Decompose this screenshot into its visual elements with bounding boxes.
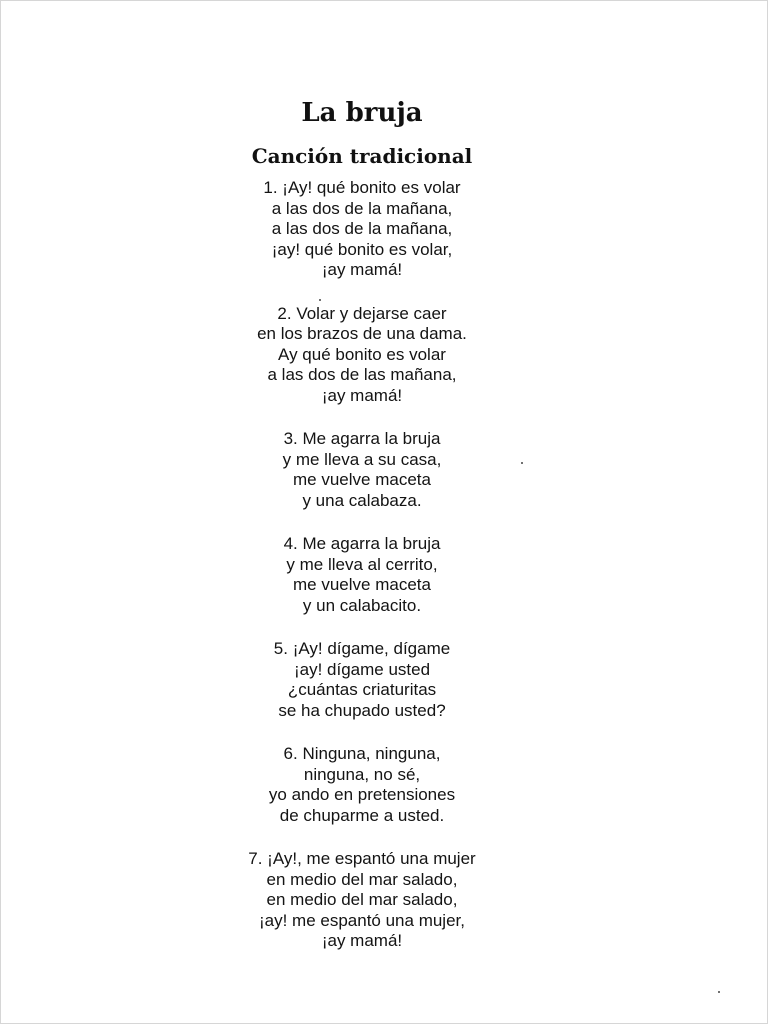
paper-speck: [521, 462, 523, 464]
verse-line: 4. Me agarra la bruja: [283, 534, 441, 553]
verse-line: a las dos de la mañana,: [271, 219, 453, 238]
verse-line: 2. Volar y dejarse caer: [277, 303, 447, 323]
verse-line: 3. Me agarra la bruja: [283, 429, 441, 448]
verse-line: en medio del mar salado,: [266, 869, 458, 889]
verse-3: [0, 429, 746, 511]
verse-1: [0, 178, 746, 281]
verse-line: 6. Ninguna, ninguna,: [283, 744, 441, 763]
verse-line: 5. ¡Ay! dígame, dígame: [273, 639, 451, 658]
verse-line: 1. ¡Ay! qué bonito es volar: [263, 178, 461, 197]
verse-line: y una calabaza.: [302, 490, 422, 510]
verse-line: Ay qué bonito es volar: [278, 344, 446, 364]
verse-line: ¡ay! dígame usted: [293, 659, 431, 679]
verse-line: y un calabacito.: [302, 595, 422, 615]
paper-speck: [319, 299, 321, 301]
verse-line: de chuparme a usted.: [279, 805, 445, 825]
verse-line: me vuelve maceta: [293, 470, 431, 489]
song-verses: [0, 178, 746, 975]
verse-line: se ha chupado usted?: [278, 700, 446, 720]
verse-line: yo ando en pretensiones: [268, 785, 456, 804]
paper-speck: [718, 991, 720, 993]
verse-2: [0, 304, 746, 407]
song-subtitle: Canción tradicional: [251, 144, 473, 168]
verse-line: ¡ay! me espantó una mujer,: [258, 910, 465, 930]
verse-line: me vuelve maceta: [293, 575, 431, 594]
verse-7: [0, 849, 746, 952]
verse-line: ¡ay mamá!: [321, 260, 403, 279]
verse-line: ¿cuántas criaturitas: [287, 680, 437, 699]
verse-line: ¡ay mamá!: [321, 385, 403, 405]
verse-line: ¡ay mamá!: [321, 931, 403, 950]
verse-line: ninguna, no sé,: [303, 764, 421, 784]
verse-line: en medio del mar salado,: [266, 890, 458, 909]
verse-line: a las dos de la mañana,: [271, 198, 453, 218]
verse-line: 7. ¡Ay!, me espantó una mujer: [248, 849, 476, 868]
verse-line: a las dos de las mañana,: [267, 365, 457, 384]
verse-line: y me lleva al cerrito,: [286, 554, 438, 574]
verse-5: [0, 639, 746, 721]
verse-line: en los brazos de una dama.: [257, 324, 467, 343]
verse-4: [0, 534, 746, 616]
song-title: La bruja: [301, 98, 423, 128]
verse-6: [0, 744, 746, 826]
verse-line: y me lleva a su casa,: [282, 449, 442, 469]
verse-line: ¡ay! qué bonito es volar,: [271, 239, 453, 259]
